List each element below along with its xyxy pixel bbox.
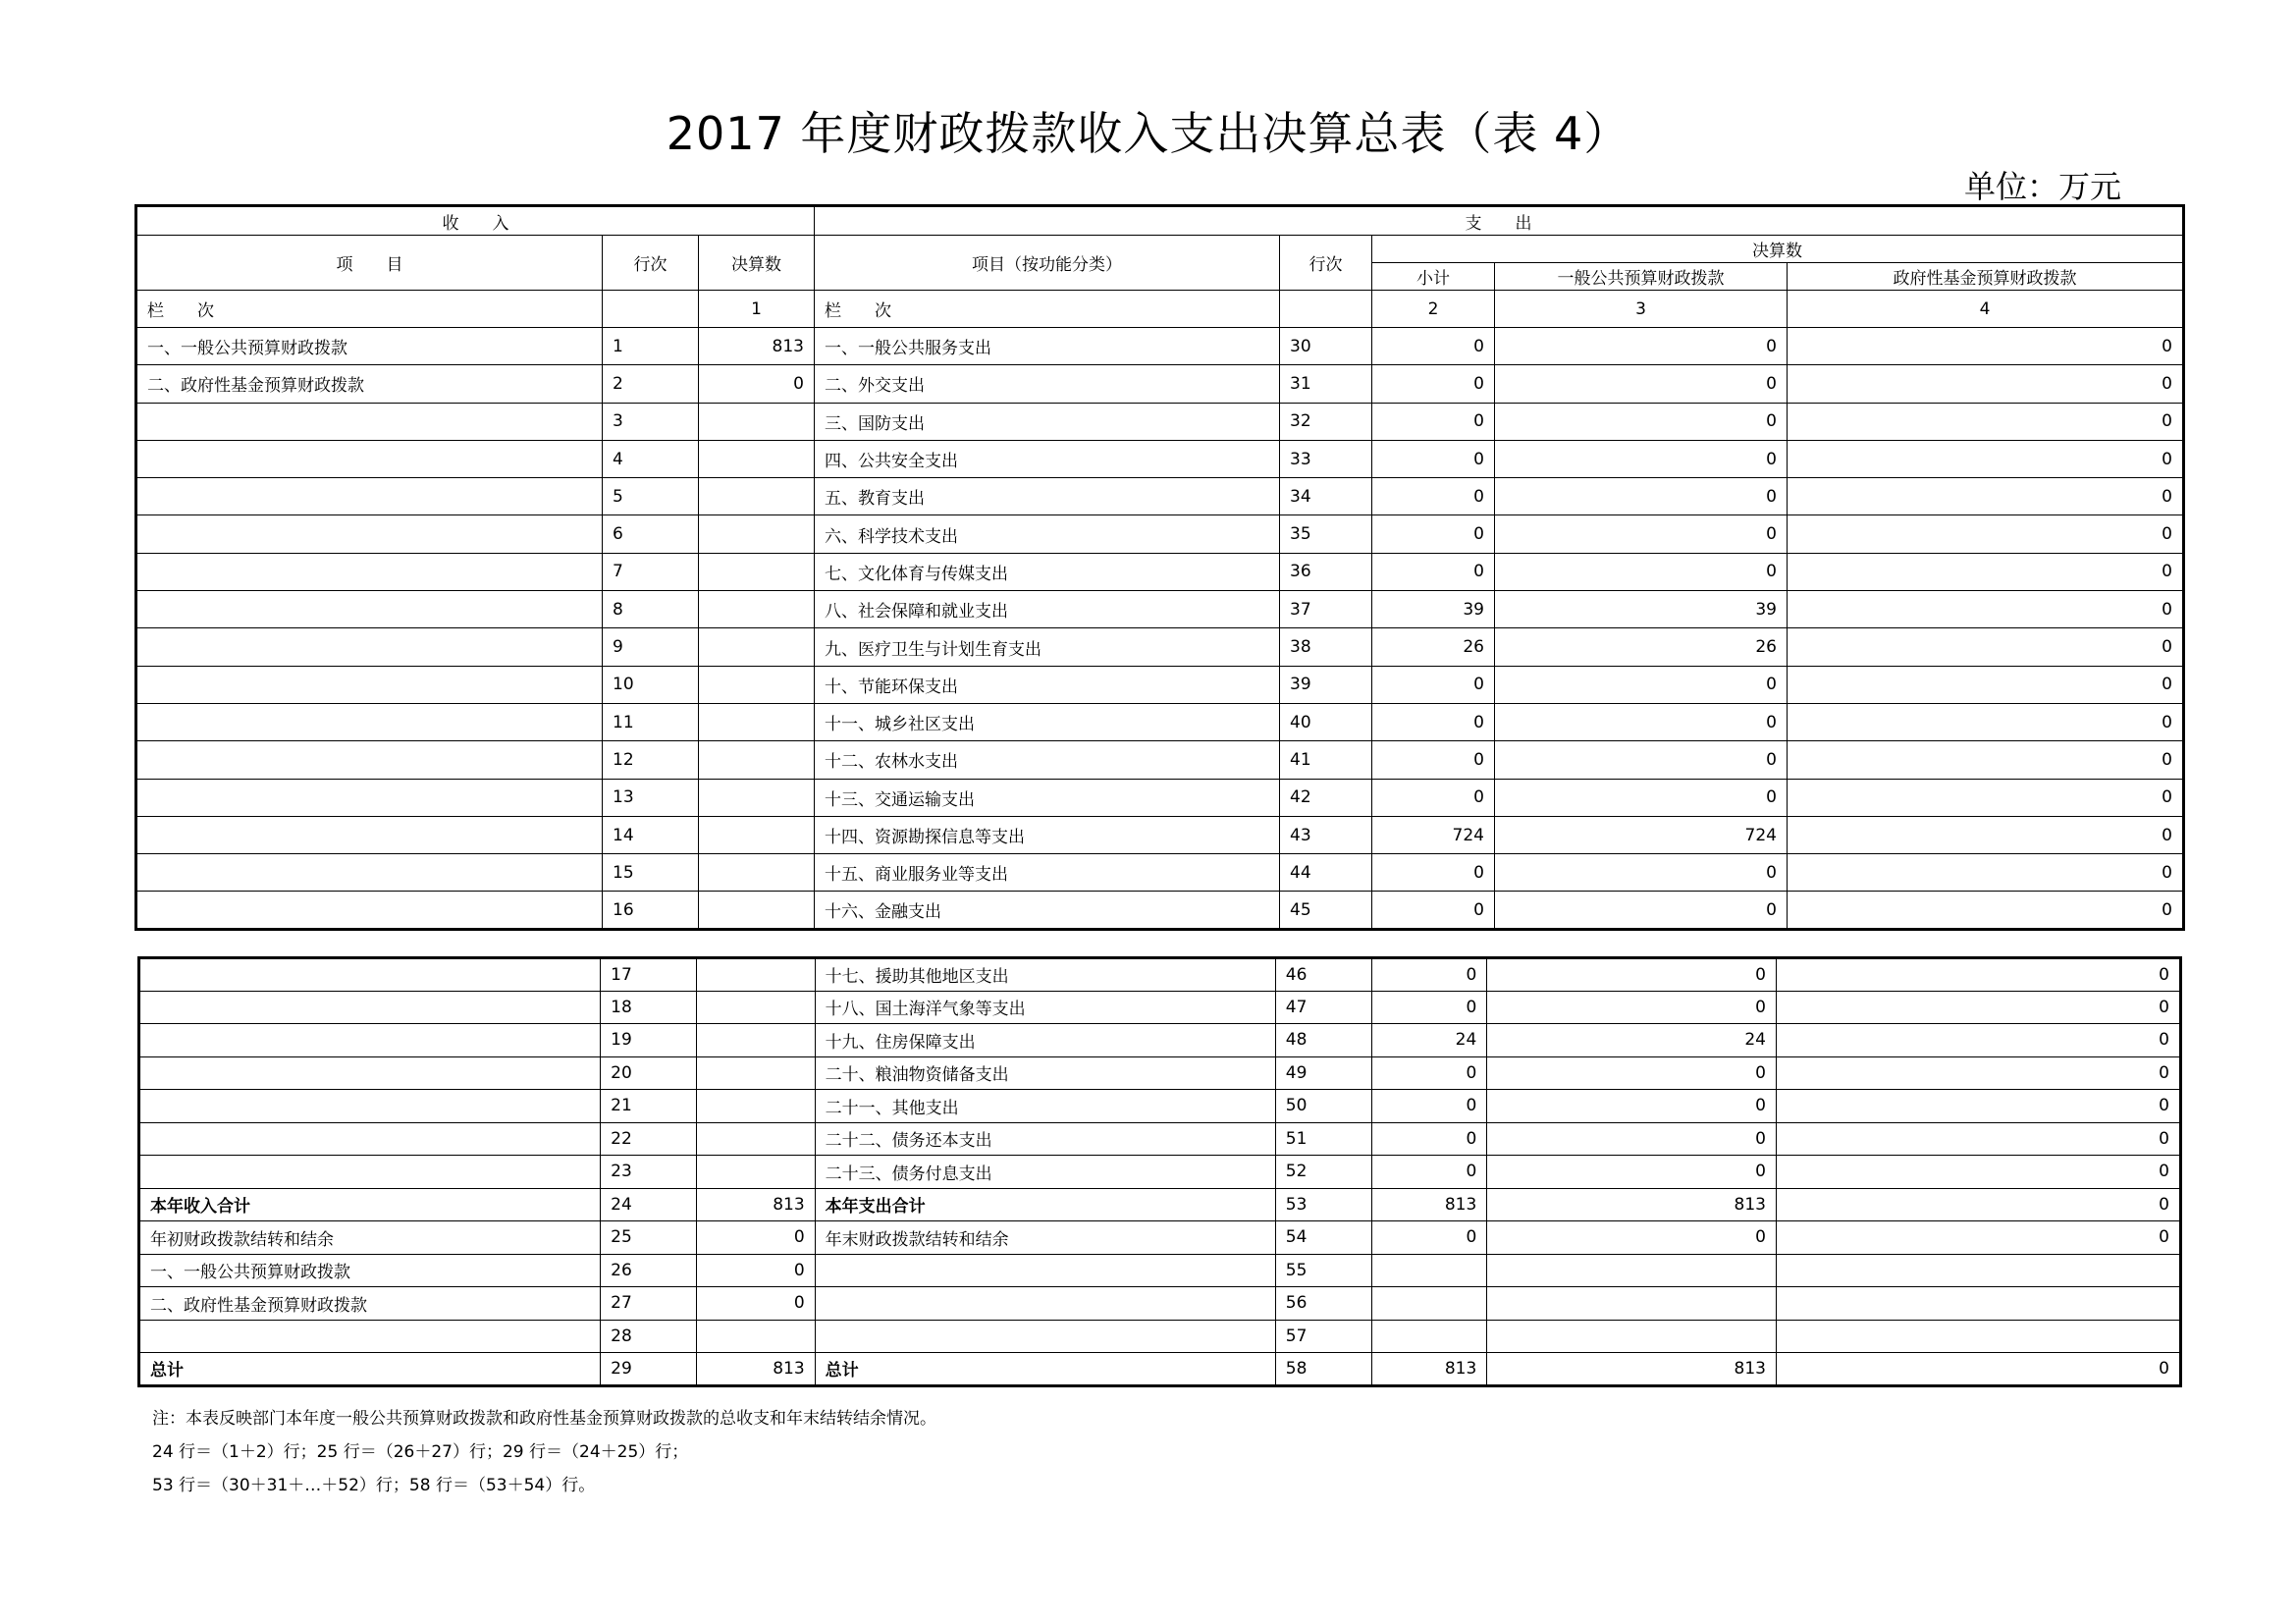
table-cell: 0	[1495, 328, 1788, 365]
table-row	[136, 779, 2184, 816]
table-cell: 0	[1776, 1024, 2180, 1057]
table-cell: 二十一、其他支出	[815, 1090, 1275, 1123]
table-cell: 5	[603, 478, 699, 515]
table-cell	[699, 816, 815, 853]
table-cell: 0	[1776, 958, 2180, 992]
table-cell	[697, 1122, 815, 1156]
table-cell: 26	[601, 1254, 697, 1287]
table-cell: 48	[1275, 1024, 1371, 1057]
income-item-header: 项 目	[136, 236, 603, 291]
table-row	[139, 1090, 2181, 1123]
table-cell: 0	[1372, 1122, 1487, 1156]
table-row	[139, 991, 2181, 1024]
table-cell	[1372, 1320, 1487, 1353]
table-cell: 0	[1788, 779, 2184, 816]
table-cell: 21	[601, 1090, 697, 1123]
table-cell	[1487, 1287, 1777, 1321]
table-cell: 0	[1788, 666, 2184, 703]
table-cell: 0	[1372, 854, 1495, 892]
table-cell: 37	[1280, 591, 1372, 628]
budget-table-part-2	[137, 956, 2182, 1387]
table-cell: 0	[1495, 478, 1788, 515]
table-cell: 813	[1372, 1188, 1487, 1221]
table-cell: 二十三、债务付息支出	[815, 1156, 1275, 1189]
table-cell: 八、社会保障和就业支出	[815, 591, 1280, 628]
expense-line-header: 行次	[1280, 236, 1372, 291]
income-line-header: 行次	[603, 236, 699, 291]
table-cell: 0	[1776, 991, 2180, 1024]
table-cell: 二、政府性基金预算财政拨款	[139, 1287, 601, 1321]
table-cell: 0	[1788, 478, 2184, 515]
table-cell: 0	[1776, 1122, 2180, 1156]
table-cell	[136, 628, 603, 666]
table-cell: 34	[1280, 478, 1372, 515]
table-cell: 813	[1372, 1353, 1487, 1386]
table-cell	[136, 854, 603, 892]
table-cell	[815, 1320, 1275, 1353]
table-cell	[1776, 1320, 2180, 1353]
table-cell	[136, 591, 603, 628]
table-cell: 57	[1275, 1320, 1371, 1353]
budget-table-part-1	[134, 204, 2185, 931]
table-cell: 0	[1788, 741, 2184, 779]
table-cell: 28	[601, 1320, 697, 1353]
table-cell: 0	[1776, 1353, 2180, 1386]
table-cell: 年初财政拨款结转和结余	[139, 1221, 601, 1255]
table-cell: 39	[1280, 666, 1372, 703]
gov-fund-header: 政府性基金预算财政拨款	[1788, 263, 2184, 291]
table-cell: 33	[1280, 440, 1372, 477]
general-budget-header: 一般公共预算财政拨款	[1495, 263, 1788, 291]
table-cell: 0	[1495, 515, 1788, 553]
table-cell: 25	[601, 1221, 697, 1255]
table-cell: 2	[603, 365, 699, 403]
table-cell: 二十、粮油物资储备支出	[815, 1056, 1275, 1090]
table-cell: 43	[1280, 816, 1372, 853]
expense-header: 支 出	[815, 206, 2184, 236]
table-cell: 五、教育支出	[815, 478, 1280, 515]
table-cell: 0	[1372, 1090, 1487, 1123]
table-row	[136, 892, 2184, 929]
table-cell	[697, 958, 815, 992]
table-cell: 0	[1487, 1221, 1777, 1255]
income-amount-header: 决算数	[699, 236, 815, 291]
column-label: 栏 次	[815, 291, 1280, 328]
table-cell	[699, 892, 815, 929]
table-cell: 0	[1788, 816, 2184, 853]
table-cell	[139, 1056, 601, 1090]
table-cell	[699, 703, 815, 740]
table-cell: 0	[1495, 741, 1788, 779]
table-cell: 二、政府性基金预算财政拨款	[136, 365, 603, 403]
table-cell	[1776, 1254, 2180, 1287]
table-row	[136, 666, 2184, 703]
table-cell: 0	[1788, 365, 2184, 403]
table-cell: 0	[1788, 553, 2184, 590]
table-row	[136, 628, 2184, 666]
table-cell	[136, 892, 603, 929]
table-cell: 42	[1280, 779, 1372, 816]
table-cell: 19	[601, 1024, 697, 1057]
table-row	[136, 515, 2184, 553]
table-cell: 39	[1372, 591, 1495, 628]
table-cell	[139, 1090, 601, 1123]
table-cell: 44	[1280, 854, 1372, 892]
table-cell: 13	[603, 779, 699, 816]
table-cell: 26	[1372, 628, 1495, 666]
table-cell: 17	[601, 958, 697, 992]
table-cell: 0	[1776, 1056, 2180, 1090]
table-row	[136, 703, 2184, 740]
table-cell: 0	[1788, 515, 2184, 553]
table-cell: 十八、国土海洋气象等支出	[815, 991, 1275, 1024]
table-cell	[136, 403, 603, 440]
table-cell: 51	[1275, 1122, 1371, 1156]
table-cell: 十九、住房保障支出	[815, 1024, 1275, 1057]
table-notes	[152, 1402, 936, 1502]
table-row	[139, 958, 2181, 992]
table-cell: 0	[1776, 1156, 2180, 1189]
income-header: 收 入	[136, 206, 815, 236]
table-cell: 18	[601, 991, 697, 1024]
table-cell: 0	[1788, 591, 2184, 628]
table-row	[136, 854, 2184, 892]
table-cell	[136, 553, 603, 590]
table-cell: 0	[1372, 1156, 1487, 1189]
table-cell: 35	[1280, 515, 1372, 553]
table-row	[139, 1254, 2181, 1287]
table-cell: 58	[1275, 1353, 1371, 1386]
table-cell: 十三、交通运输支出	[815, 779, 1280, 816]
table-cell	[1776, 1287, 2180, 1321]
table-cell: 十六、金融支出	[815, 892, 1280, 929]
table-cell: 50	[1275, 1090, 1371, 1123]
table-cell	[697, 991, 815, 1024]
table-cell: 0	[1788, 328, 2184, 365]
table-row	[139, 1156, 2181, 1189]
table-row	[136, 403, 2184, 440]
table-cell: 40	[1280, 703, 1372, 740]
table-cell	[1372, 1254, 1487, 1287]
table-cell: 十五、商业服务业等支出	[815, 854, 1280, 892]
table-cell	[139, 958, 601, 992]
table-cell: 总计	[139, 1353, 601, 1386]
table-cell: 总计	[815, 1353, 1275, 1386]
table-cell: 二、外交支出	[815, 365, 1280, 403]
table-cell: 3	[603, 403, 699, 440]
table-cell: 1	[603, 328, 699, 365]
table-cell: 二十二、债务还本支出	[815, 1122, 1275, 1156]
table-cell	[1372, 1287, 1487, 1321]
expense-amount-header: 决算数	[1372, 236, 2184, 263]
table-cell: 六、科学技术支出	[815, 515, 1280, 553]
table-cell: 22	[601, 1122, 697, 1156]
column-label: 栏 次	[136, 291, 603, 328]
table-cell: 一、一般公共预算财政拨款	[136, 328, 603, 365]
table-cell	[699, 591, 815, 628]
note-line: 注：本表反映部门本年度一般公共预算财政拨款和政府性基金预算财政拨款的总收支和年末结转结余情况。	[152, 1409, 936, 1429]
table-row	[139, 1353, 2181, 1386]
table-cell	[136, 440, 603, 477]
table-cell: 0	[1487, 1156, 1777, 1189]
table-cell	[699, 854, 815, 892]
table-row	[139, 1122, 2181, 1156]
table-row	[139, 1287, 2181, 1321]
table-cell: 26	[1495, 628, 1788, 666]
table-cell: 0	[1788, 703, 2184, 740]
table-cell: 813	[1487, 1353, 1777, 1386]
note-line: 24 行＝（1＋2）行；25 行＝（26＋27）行；29 行＝（24＋25）行；	[152, 1442, 689, 1462]
table-cell: 0	[1487, 958, 1777, 992]
table-cell: 12	[603, 741, 699, 779]
table-cell	[699, 741, 815, 779]
table-row	[136, 365, 2184, 403]
table-cell: 31	[1280, 365, 1372, 403]
table-cell: 53	[1275, 1188, 1371, 1221]
table-cell: 0	[697, 1254, 815, 1287]
table-cell: 年末财政拨款结转和结余	[815, 1221, 1275, 1255]
table-cell: 54	[1275, 1221, 1371, 1255]
table-cell: 七、文化体育与传媒支出	[815, 553, 1280, 590]
table-cell: 0	[1372, 1056, 1487, 1090]
table-cell: 0	[1372, 703, 1495, 740]
table-row	[139, 1188, 2181, 1221]
table-cell: 49	[1275, 1056, 1371, 1090]
table-row	[139, 1320, 2181, 1353]
table-cell: 0	[1487, 991, 1777, 1024]
expense-item-header: 项目（按功能分类）	[815, 236, 1280, 291]
table-cell	[699, 403, 815, 440]
table-cell	[815, 1287, 1275, 1321]
subtotal-header: 小计	[1372, 263, 1495, 291]
table-cell: 0	[1372, 958, 1487, 992]
table-cell: 27	[601, 1287, 697, 1321]
table-cell: 39	[1495, 591, 1788, 628]
table-cell: 0	[1372, 553, 1495, 590]
table-cell: 三、国防支出	[815, 403, 1280, 440]
table-cell: 46	[1275, 958, 1371, 992]
table-cell	[136, 666, 603, 703]
table-cell: 47	[1275, 991, 1371, 1024]
table-cell	[697, 1156, 815, 1189]
table-cell	[136, 515, 603, 553]
table-cell: 0	[1372, 440, 1495, 477]
table-cell: 0	[1776, 1188, 2180, 1221]
table-cell: 9	[603, 628, 699, 666]
table-row	[139, 1221, 2181, 1255]
table-cell: 24	[1487, 1024, 1777, 1057]
table-cell: 本年收入合计	[139, 1188, 601, 1221]
table-cell: 0	[1372, 991, 1487, 1024]
table-cell: 九、医疗卫生与计划生育支出	[815, 628, 1280, 666]
table-cell: 20	[601, 1056, 697, 1090]
table-cell	[697, 1056, 815, 1090]
page-title: 2017 年度财政拨款收入支出决算总表（表 4）	[666, 107, 1630, 160]
table-cell: 0	[697, 1287, 815, 1321]
table-cell: 十二、农林水支出	[815, 741, 1280, 779]
table-cell: 0	[1495, 854, 1788, 892]
table-row	[139, 1024, 2181, 1057]
table-cell: 0	[1495, 440, 1788, 477]
table-cell: 0	[1776, 1221, 2180, 1255]
table-row	[136, 553, 2184, 590]
table-cell: 813	[697, 1188, 815, 1221]
table-cell: 0	[1495, 365, 1788, 403]
table-cell	[699, 553, 815, 590]
table-cell: 0	[1776, 1090, 2180, 1123]
table-cell	[815, 1254, 1275, 1287]
table-cell: 813	[697, 1353, 815, 1386]
table-cell	[139, 1122, 601, 1156]
table-cell: 0	[1372, 666, 1495, 703]
table-cell: 0	[1495, 553, 1788, 590]
table-cell: 30	[1280, 328, 1372, 365]
column-number: 4	[1788, 291, 2184, 328]
table-cell: 0	[1495, 892, 1788, 929]
table-cell: 24	[1372, 1024, 1487, 1057]
table-cell: 十七、援助其他地区支出	[815, 958, 1275, 992]
table-cell: 41	[1280, 741, 1372, 779]
table-cell: 45	[1280, 892, 1372, 929]
table-cell: 724	[1372, 816, 1495, 853]
table-row	[136, 328, 2184, 365]
table-row	[136, 440, 2184, 477]
table-cell	[699, 628, 815, 666]
table-cell: 7	[603, 553, 699, 590]
table-cell	[697, 1090, 815, 1123]
table-cell	[136, 741, 603, 779]
table-cell	[1487, 1320, 1777, 1353]
table-cell: 0	[1487, 1056, 1777, 1090]
table-cell: 56	[1275, 1287, 1371, 1321]
column-number: 3	[1495, 291, 1788, 328]
table-cell: 36	[1280, 553, 1372, 590]
table-cell: 4	[603, 440, 699, 477]
table-cell: 15	[603, 854, 699, 892]
table-cell: 32	[1280, 403, 1372, 440]
table-cell: 38	[1280, 628, 1372, 666]
table-cell: 一、一般公共服务支出	[815, 328, 1280, 365]
table-cell: 十四、资源勘探信息等支出	[815, 816, 1280, 853]
table-cell	[699, 440, 815, 477]
table-cell	[136, 816, 603, 853]
unit-label: 单位：万元	[1963, 168, 2121, 205]
table-cell	[699, 478, 815, 515]
table-cell: 0	[1372, 403, 1495, 440]
table-cell: 10	[603, 666, 699, 703]
column-number: 2	[1372, 291, 1495, 328]
table-row	[136, 478, 2184, 515]
table-cell: 0	[1372, 779, 1495, 816]
table-cell: 813	[1487, 1188, 1777, 1221]
table-cell	[699, 666, 815, 703]
table-row	[136, 816, 2184, 853]
table-cell: 0	[1372, 515, 1495, 553]
table-cell: 0	[699, 365, 815, 403]
table-cell: 0	[1788, 403, 2184, 440]
table-cell: 0	[1372, 328, 1495, 365]
table-cell	[1487, 1254, 1777, 1287]
table-cell	[136, 779, 603, 816]
table-cell	[697, 1024, 815, 1057]
table-cell: 0	[1495, 666, 1788, 703]
table-cell: 0	[1788, 440, 2184, 477]
table-cell	[139, 1024, 601, 1057]
table-cell: 11	[603, 703, 699, 740]
table-cell: 本年支出合计	[815, 1188, 1275, 1221]
table-cell: 0	[1788, 854, 2184, 892]
table-cell: 16	[603, 892, 699, 929]
table-row	[136, 741, 2184, 779]
note-line: 53 行＝（30＋31＋…＋52）行；58 行＝（53＋54）行。	[152, 1476, 596, 1495]
table-cell	[697, 1320, 815, 1353]
table-cell: 8	[603, 591, 699, 628]
table-cell: 0	[1372, 478, 1495, 515]
column-number: 1	[699, 291, 815, 328]
table-cell: 52	[1275, 1156, 1371, 1189]
table-cell: 0	[1372, 741, 1495, 779]
table-cell: 0	[1495, 703, 1788, 740]
table-cell: 0	[697, 1221, 815, 1255]
table-cell: 四、公共安全支出	[815, 440, 1280, 477]
table-cell: 24	[601, 1188, 697, 1221]
table-row	[136, 591, 2184, 628]
table-row	[139, 1056, 2181, 1090]
table-cell: 0	[1495, 779, 1788, 816]
table-cell	[699, 515, 815, 553]
table-cell: 0	[1487, 1122, 1777, 1156]
table-cell: 十一、城乡社区支出	[815, 703, 1280, 740]
table-cell: 14	[603, 816, 699, 853]
table-cell: 6	[603, 515, 699, 553]
table-cell: 十、节能环保支出	[815, 666, 1280, 703]
table-cell: 一、一般公共预算财政拨款	[139, 1254, 601, 1287]
table-cell: 29	[601, 1353, 697, 1386]
table-cell: 55	[1275, 1254, 1371, 1287]
table-cell: 0	[1788, 628, 2184, 666]
table-cell: 813	[699, 328, 815, 365]
table-cell: 0	[1372, 1221, 1487, 1255]
table-cell	[699, 779, 815, 816]
table-cell: 0	[1788, 892, 2184, 929]
table-cell: 0	[1372, 892, 1495, 929]
table-cell: 23	[601, 1156, 697, 1189]
table-cell	[139, 1156, 601, 1189]
table-cell	[139, 1320, 601, 1353]
table-cell: 724	[1495, 816, 1788, 853]
table-cell	[136, 478, 603, 515]
table-cell	[136, 703, 603, 740]
table-cell: 0	[1495, 403, 1788, 440]
table-cell: 0	[1487, 1090, 1777, 1123]
table-cell	[139, 991, 601, 1024]
table-cell: 0	[1372, 365, 1495, 403]
